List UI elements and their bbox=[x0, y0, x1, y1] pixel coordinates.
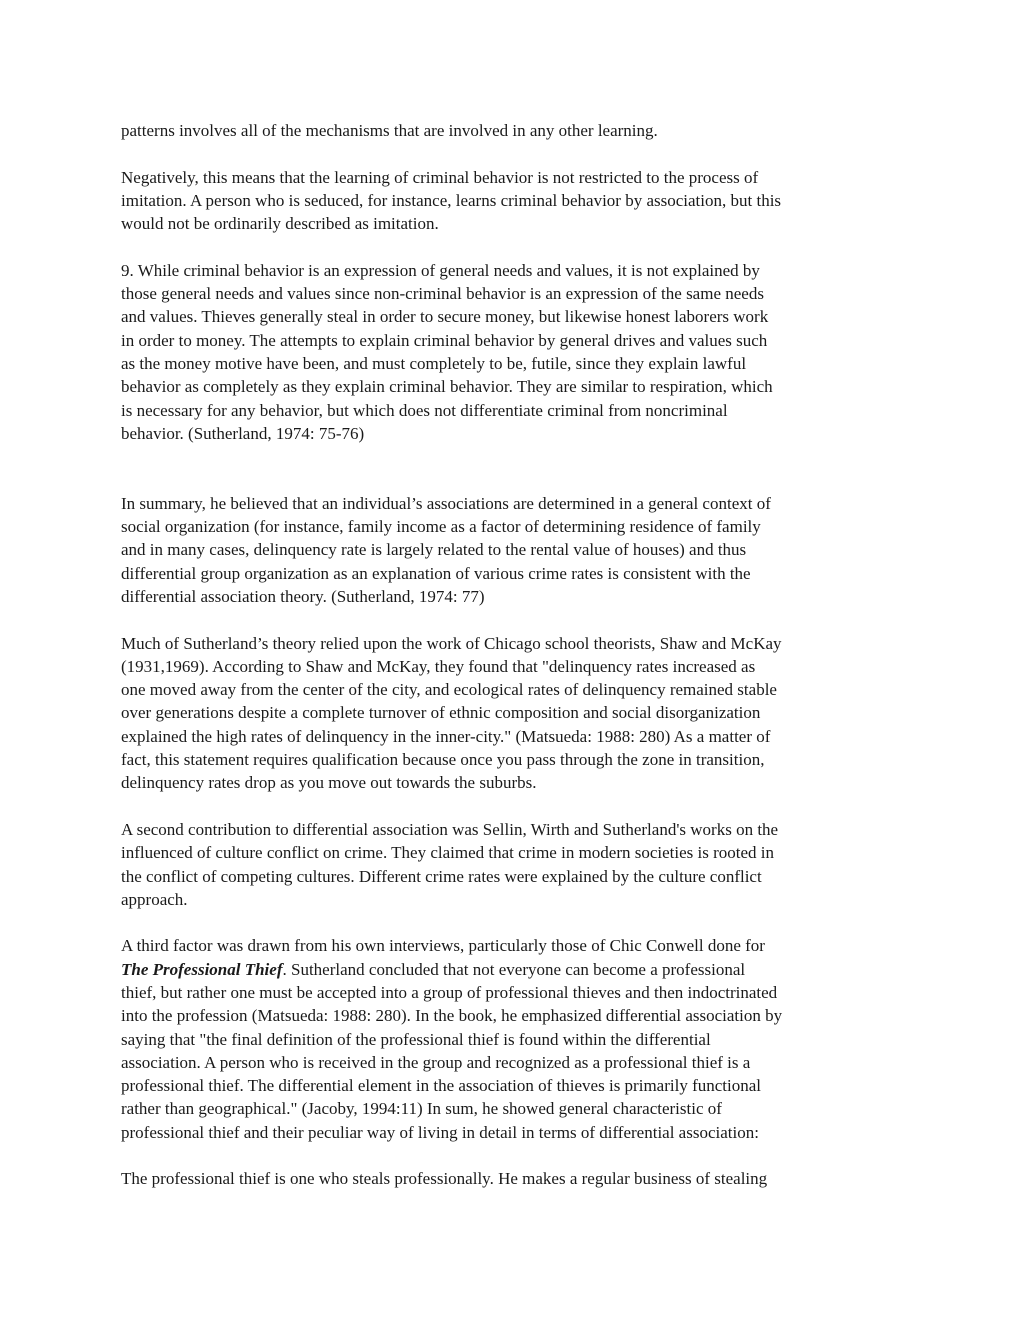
text-line: is necessary for any behavior, but which does not differentiate criminal from noncriminal bbox=[121, 400, 728, 420]
text-line: one moved away from the center of the city, and ecological rates of delinquency remained stable bbox=[121, 680, 777, 700]
paragraph-continuation bbox=[121, 119, 911, 142]
text-line: Much of Sutherland’s theory relied upon the work of Chicago school theorists, Shaw and McKay bbox=[121, 633, 782, 653]
text-line: influenced of culture conflict on crime. They claimed that crime in modern societies is rooted in bbox=[121, 843, 775, 863]
text-line: behavior as completely as they explain criminal behavior. They are similar to respiration, which bbox=[121, 377, 773, 397]
text-line: association. A person who is received in the group and recognized as a professional thief is a bbox=[121, 1052, 751, 1072]
text-line: The professional thief is one who steals professionally. He makes a regular business of stealing bbox=[121, 1169, 768, 1189]
text-line: fact, this statement requires qualification because once you pass through the zone in transition, bbox=[121, 750, 765, 770]
document-page bbox=[121, 119, 911, 1191]
text-line: (1931,1969). According to Shaw and McKay, they found that "delinquency rates increased as bbox=[121, 656, 756, 676]
text-line: rather than geographical." (Jacoby, 1994:11) In sum, he showed general characteristic of bbox=[121, 1099, 722, 1119]
text-line: social organization (for instance, family income as a factor of determining residence of family bbox=[121, 517, 761, 537]
text-line: and values. Thieves generally steal in order to secure money, but likewise honest laborers work bbox=[121, 307, 769, 327]
text-line: in order to money. The attempts to explain criminal behavior by general drives and values such bbox=[121, 330, 768, 350]
text-line: as the money motive have been, and must completely to be, futile, since they explain lawful bbox=[121, 353, 747, 373]
text-line: 9. While criminal behavior is an expression of general needs and values, it is not explained by bbox=[121, 260, 760, 280]
paragraph-definition bbox=[121, 1167, 911, 1190]
paragraph-imitation bbox=[121, 166, 911, 236]
text-line: saying that "the final definition of the professional thief is found within the differential bbox=[121, 1029, 711, 1049]
text-line: behavior. (Sutherland, 1974: 75-76) bbox=[121, 423, 365, 443]
text-line: professional thief. The differential element in the association of thieves is primarily functional bbox=[121, 1076, 761, 1096]
text-line: A second contribution to differential association was Sellin, Wirth and Sutherland's works on the bbox=[121, 819, 779, 839]
text-line: differential group organization as an explanation of various crime rates is consistent with the bbox=[121, 563, 751, 583]
text-line: differential association theory. (Sutherland, 1974: 77) bbox=[121, 586, 485, 606]
text-line: approach. bbox=[121, 889, 188, 909]
paragraph-point-nine bbox=[121, 259, 911, 445]
text-line bbox=[121, 958, 911, 981]
text-line: into the profession (Matsueda: 1988: 280). In the book, he emphasized differential association by bbox=[121, 1006, 783, 1026]
text-line: Negatively, this means that the learning of criminal behavior is not restricted to the process of bbox=[121, 167, 759, 187]
text-line: explained the high rates of delinquency in the inner-city." (Matsueda: 1988: 280) As a matter of bbox=[121, 726, 771, 746]
text-line: A third factor was drawn from his own interviews, particularly those of Chic Conwell done for bbox=[121, 936, 765, 956]
paragraph-professional-thief bbox=[121, 934, 911, 1144]
book-title: The Professional Thief bbox=[121, 959, 283, 979]
text-line: the conflict of competing cultures. Different crime rates were explained by the culture conflict bbox=[121, 866, 762, 886]
text-line: patterns involves all of the mechanisms that are involved in any other learning. bbox=[121, 121, 658, 140]
text-line: thief, but rather one must be accepted into a group of professional thieves and then indoctrinated bbox=[121, 982, 778, 1002]
paragraph-chicago-school bbox=[121, 632, 911, 795]
text-line: would not be ordinarily described as imitation. bbox=[121, 214, 439, 234]
text-line: over generations despite a complete turnover of ethnic composition and social disorganization bbox=[121, 703, 761, 723]
text-line: In summary, he believed that an individual’s associations are determined in a general context of bbox=[121, 493, 771, 513]
paragraph-summary bbox=[121, 492, 911, 608]
text-line: those general needs and values since non-criminal behavior is an expression of the same needs bbox=[121, 284, 764, 304]
text-line: and in many cases, delinquency rate is largely related to the rental value of houses) and thus bbox=[121, 540, 747, 560]
text-line: imitation. A person who is seduced, for instance, learns criminal behavior by association, but this bbox=[121, 190, 782, 210]
text-run: . Sutherland concluded that not everyone can become a professional bbox=[282, 959, 746, 979]
text-line: professional thief and their peculiar way of living in detail in terms of differential association: bbox=[121, 1122, 759, 1142]
paragraph-culture-conflict bbox=[121, 818, 911, 911]
text-line: delinquency rates drop as you move out towards the suburbs. bbox=[121, 773, 537, 793]
